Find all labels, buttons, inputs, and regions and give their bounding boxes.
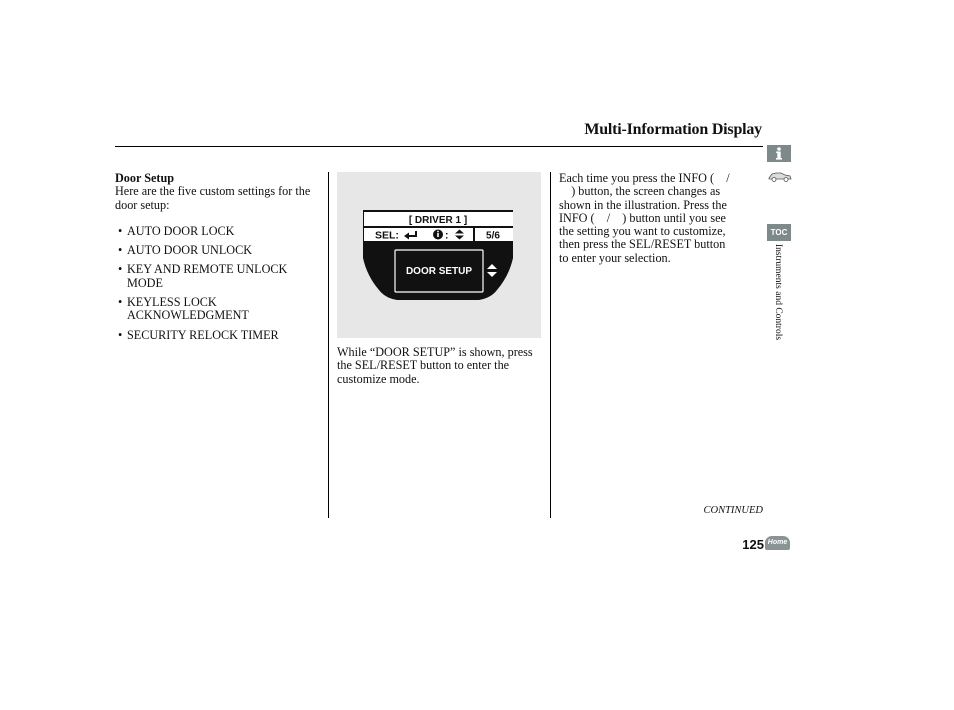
car-tab[interactable]	[767, 168, 791, 185]
column-divider-2	[550, 172, 551, 518]
info-circle-icon	[433, 230, 443, 240]
text-line: the setting you want to customize,	[559, 224, 726, 239]
toc-tab[interactable]: TOC	[767, 224, 791, 241]
text-line: then press the SEL/RESET button	[559, 237, 726, 252]
list-item: • AUTO DOOR LOCK	[115, 225, 323, 238]
page-indicator: 5/6	[486, 230, 500, 242]
list-item: • KEY AND REMOTE UNLOCK MODE	[115, 263, 323, 290]
info-tab[interactable]	[767, 145, 791, 162]
section-heading: Door Setup	[115, 171, 175, 185]
title-divider	[115, 146, 763, 147]
home-button[interactable]: Home	[765, 536, 790, 550]
illustration-caption: While “DOOR SETUP” is shown, press the SEL/RESET button to enter the customize mode.	[337, 345, 533, 386]
info-icon	[767, 145, 791, 162]
door-setup-section	[115, 172, 323, 348]
text-line: Each time you press the INFO ( /	[559, 171, 730, 185]
section-intro: Here are the five custom settings for the door setup:	[115, 184, 311, 212]
text-line: shown in the illustration. Press the	[559, 197, 727, 212]
list-item: • KEYLESS LOCK ACKNOWLEDGMENT	[115, 296, 323, 323]
car-icon	[767, 168, 793, 185]
text-line: INFO ( / ) button until you see	[559, 210, 726, 225]
text-line: to enter your selection.	[559, 250, 671, 265]
settings-list	[115, 225, 323, 342]
page-number: 125	[742, 537, 764, 552]
driver-label: [ DRIVER 1 ]	[408, 215, 468, 226]
continued-label: CONTINUED	[703, 505, 763, 516]
svg-text::: :	[445, 229, 449, 242]
instructions-paragraph	[559, 172, 764, 265]
sel-label: SEL:	[375, 229, 399, 242]
text-line: ) button, the screen changes as	[559, 184, 721, 199]
page-title: Multi-Information Display	[584, 121, 762, 138]
screen-text: DOOR SETUP	[405, 266, 473, 277]
multi-info-display-graphic	[337, 172, 541, 338]
list-item: • SECURITY RELOCK TIMER	[115, 329, 323, 342]
section-label: Instruments and Controls	[773, 244, 783, 341]
column-divider-1	[328, 172, 329, 518]
list-item: • AUTO DOOR UNLOCK	[115, 244, 323, 257]
display-illustration	[337, 172, 541, 338]
